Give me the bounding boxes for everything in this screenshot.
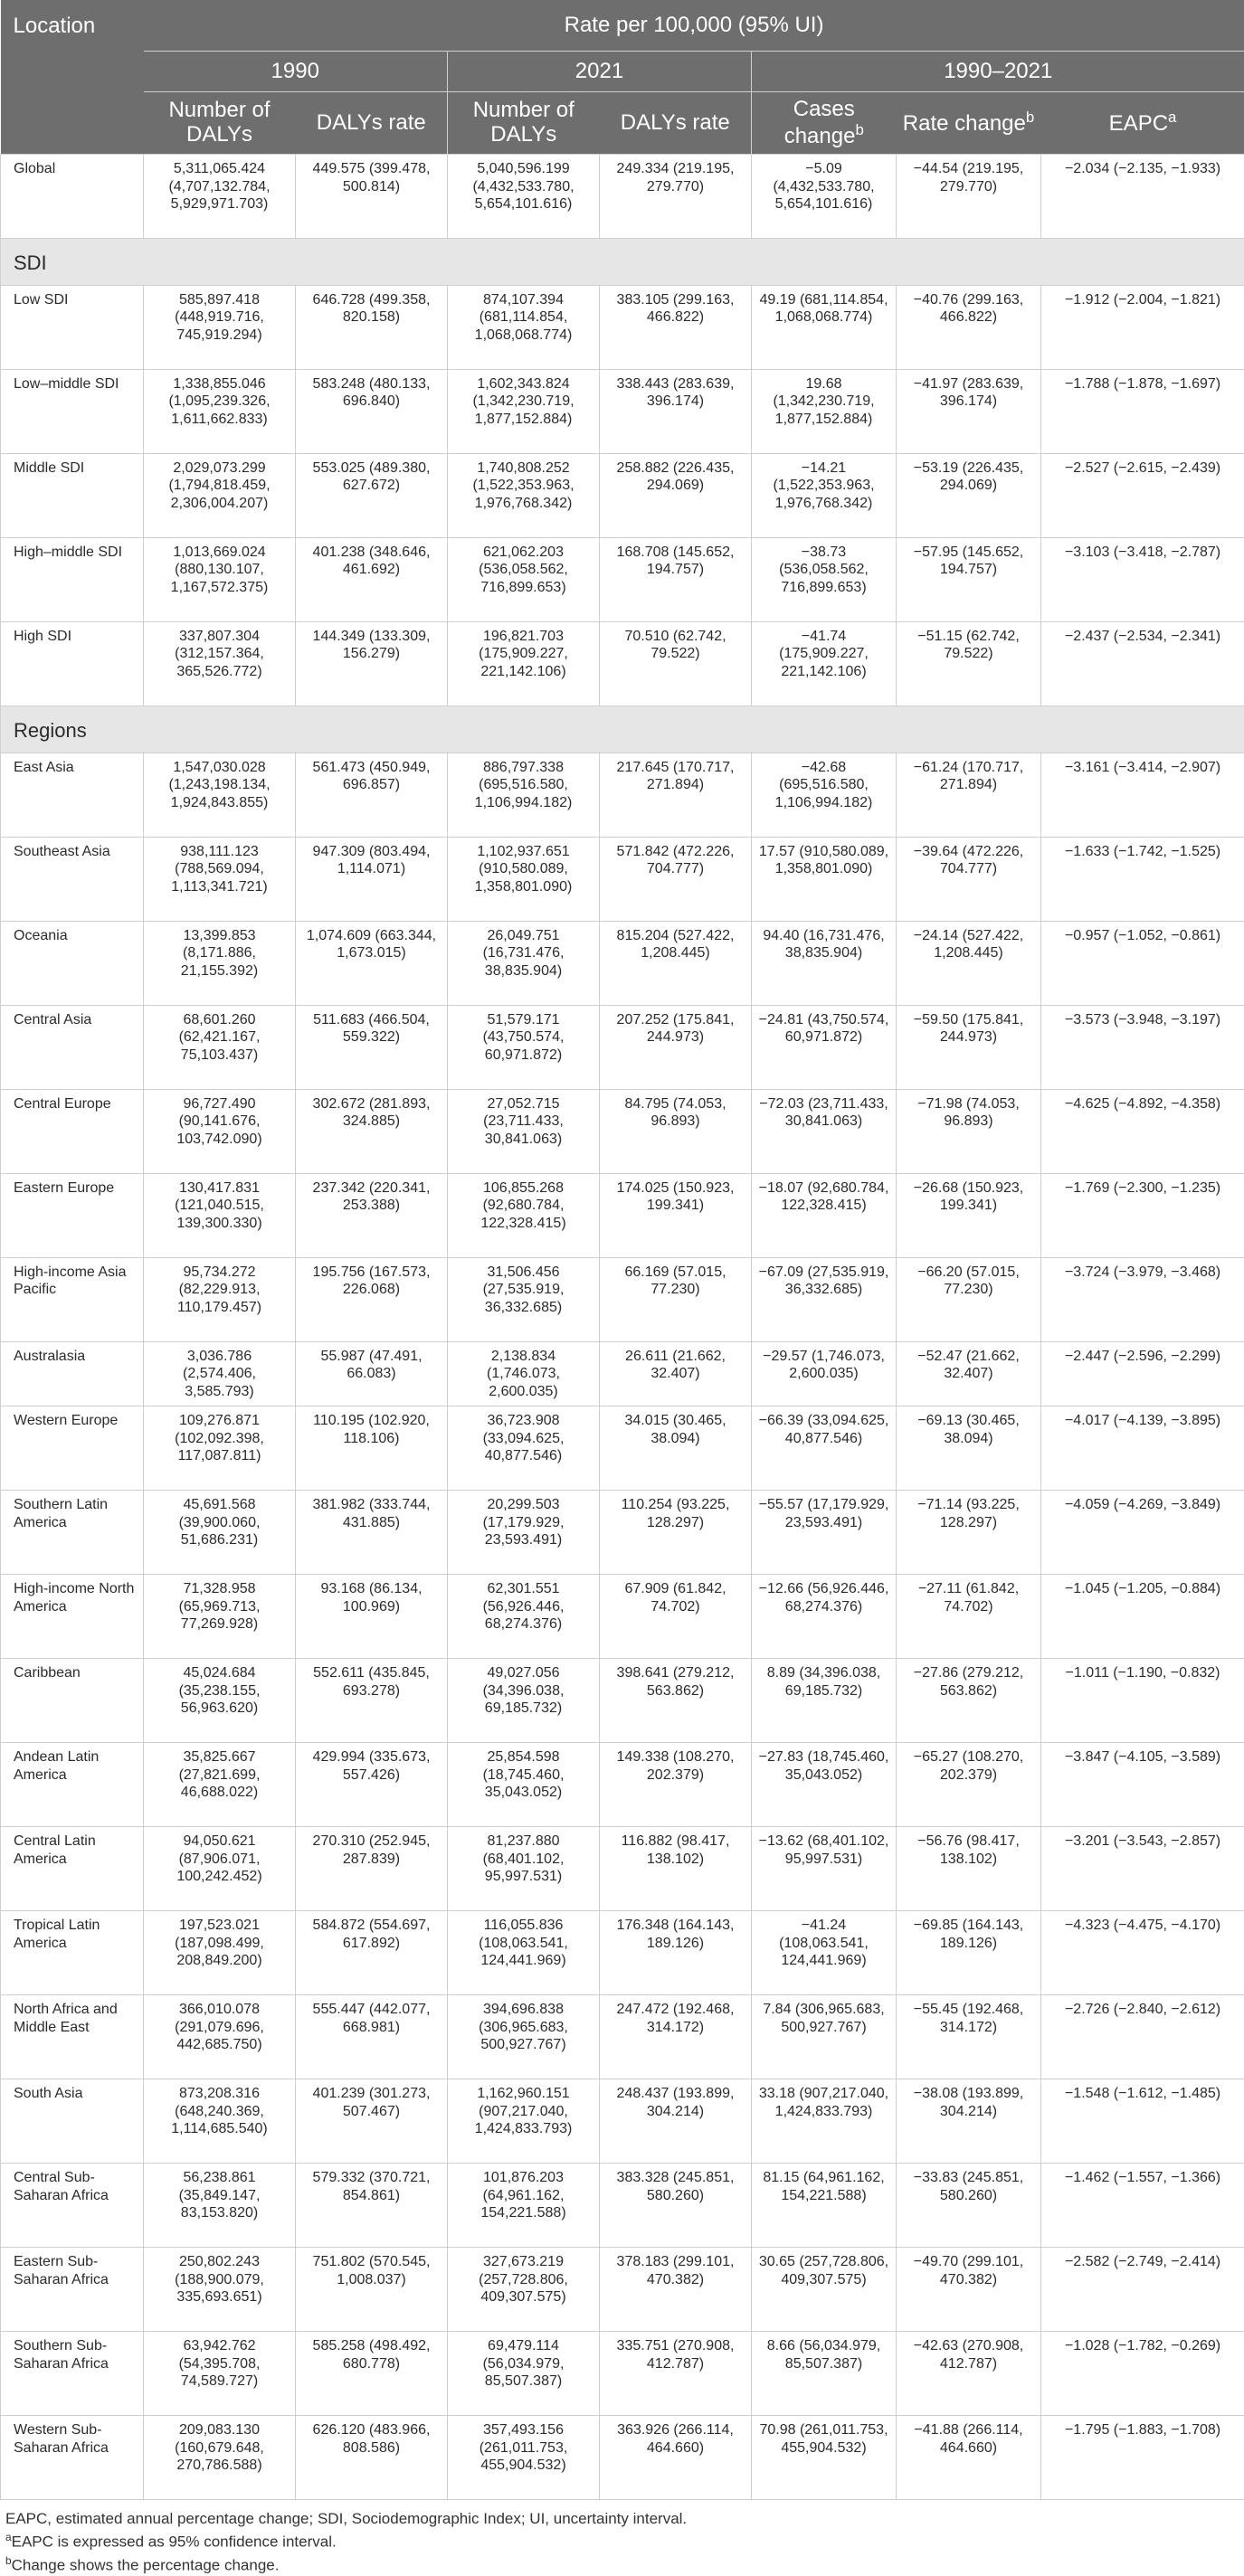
cell-eapc: −0.957 (−1.052, −0.861) xyxy=(1041,921,1244,1005)
cell-number-2021: 27,052.715 (23,711.433, 30,841.063) xyxy=(448,1089,600,1173)
location-header: Location xyxy=(1,0,144,155)
cell-rate-2021: 174.025 (150.923, 199.341) xyxy=(600,1173,752,1257)
abbreviations-note: EAPC, estimated annual percentage change; SDI, Sociodemographic Index; UI, uncertainty interval. xyxy=(5,2509,1239,2530)
cell-cases-change: −29.57 (1,746.073, 2,600.035) xyxy=(752,1341,897,1406)
table-row xyxy=(1,2332,1244,2416)
cell-eapc: −3.847 (−4.105, −3.589) xyxy=(1041,1743,1244,1827)
col-rate-2021: DALYs rate xyxy=(600,92,752,155)
cell-number-2021: 327,673.219 (257,728.806, 409,307.575) xyxy=(448,2248,600,2332)
cell-cases-change: −72.03 (23,711.433, 30,841.063) xyxy=(752,1089,897,1173)
cell-rate-change: −26.68 (150.923, 199.341) xyxy=(897,1173,1041,1257)
table-row xyxy=(1,1491,1244,1575)
col-rate-1990: DALYs rate xyxy=(296,92,448,155)
row-location: Caribbean xyxy=(1,1659,144,1743)
row-location: Southern Sub-Saharan Africa xyxy=(1,2332,144,2416)
cell-cases-change: 19.68 (1,342,230.719, 1,877,152.884) xyxy=(752,369,897,453)
table-row xyxy=(1,1743,1244,1827)
cell-number-1990: 585,897.418 (448,919.716, 745,919.294) xyxy=(144,285,296,369)
cell-number-2021: 886,797.338 (695,516.580, 1,106,994.182) xyxy=(448,753,600,837)
row-location: Australasia xyxy=(1,1341,144,1406)
cell-rate-1990: 561.473 (450.949, 696.857) xyxy=(296,753,448,837)
cell-number-1990: 45,691.568 (39,900.060, 51,686.231) xyxy=(144,1491,296,1575)
cell-rate-1990: 270.310 (252.945, 287.839) xyxy=(296,1827,448,1911)
cell-rate-2021: 67.909 (61.842, 74.702) xyxy=(600,1575,752,1659)
table-row xyxy=(1,1911,1244,1995)
cell-number-2021: 2,138.834 (1,746.073, 2,600.035) xyxy=(448,1341,600,1406)
col-rate-change: Rate change$^b$ xyxy=(897,92,1041,155)
cell-cases-change: 17.57 (910,580.089, 1,358,801.090) xyxy=(752,837,897,921)
cell-eapc: −3.573 (−3.948, −3.197) xyxy=(1041,1005,1244,1089)
table-row xyxy=(1,1575,1244,1659)
row-location: Southern Latin America xyxy=(1,1491,144,1575)
cell-rate-1990: 646.728 (499.358, 820.158) xyxy=(296,285,448,369)
cell-rate-change: −27.11 (61.842, 74.702) xyxy=(897,1575,1041,1659)
period-header: 1990–2021 xyxy=(752,52,1244,92)
cell-number-1990: 1,013,669.024 (880,130.107, 1,167,572.375) xyxy=(144,537,296,621)
cell-cases-change: −42.68 (695,516.580, 1,106,994.182) xyxy=(752,753,897,837)
cell-number-1990: 2,029,073.299 (1,794,818.459, 2,306,004.207) xyxy=(144,453,296,537)
region-rows xyxy=(1,753,1244,2500)
cell-rate-2021: 383.328 (245.851, 580.260) xyxy=(600,2164,752,2248)
cell-rate-2021: 258.882 (226.435, 294.069) xyxy=(600,453,752,537)
cell-number-2021: 36,723.908 (33,094.625, 40,877.546) xyxy=(448,1406,600,1491)
cell-rate-change: −51.15 (62.742, 79.522) xyxy=(897,621,1041,706)
table-row xyxy=(1,1341,1244,1406)
row-location: Oceania xyxy=(1,921,144,1005)
cell-eapc: −3.724 (−3.979, −3.468) xyxy=(1041,1257,1244,1341)
col-cases-change: Cases change$^b$ xyxy=(752,92,897,155)
footnote-b: $^b$Change shows the percentage change. xyxy=(5,2553,1239,2576)
cell-cases-change: −18.07 (92,680.784, 122,328.415) xyxy=(752,1173,897,1257)
table-row xyxy=(1,2248,1244,2332)
cell-cases-change: 8.66 (56,034.979, 85,507.387) xyxy=(752,2332,897,2416)
section-sdi xyxy=(1,239,1244,286)
cell-number-2021: 5,040,596.199 (4,432,533.780, 5,654,101.616) xyxy=(448,155,600,239)
table-row xyxy=(1,921,1244,1005)
table-row xyxy=(1,285,1244,369)
cell-rate-change: −33.83 (245.851, 580.260) xyxy=(897,2164,1041,2248)
row-location: Andean Latin America xyxy=(1,1743,144,1827)
cell-eapc: −2.437 (−2.534, −2.341) xyxy=(1041,621,1244,706)
cell-number-1990: 938,111.123 (788,569.094, 1,113,341.721) xyxy=(144,837,296,921)
cell-rate-change: −53.19 (226.435, 294.069) xyxy=(897,453,1041,537)
cell-rate-2021: 207.252 (175.841, 244.973) xyxy=(600,1005,752,1089)
cell-number-1990: 3,036.786 (2,574.406, 3,585.793) xyxy=(144,1341,296,1406)
row-location: High SDI xyxy=(1,621,144,706)
cell-rate-2021: 66.169 (57.015, 77.230) xyxy=(600,1257,752,1341)
cell-eapc: −2.726 (−2.840, −2.612) xyxy=(1041,1995,1244,2079)
cell-rate-change: −66.20 (57.015, 77.230) xyxy=(897,1257,1041,1341)
cell-number-2021: 69,479.114 (56,034.979, 85,507.387) xyxy=(448,2332,600,2416)
cell-rate-1990: 401.239 (301.273, 507.467) xyxy=(296,2079,448,2164)
table-header xyxy=(1,0,1244,155)
cell-rate-2021: 248.437 (193.899, 304.214) xyxy=(600,2079,752,2164)
cell-number-2021: 106,855.268 (92,680.784, 122,328.415) xyxy=(448,1173,600,1257)
cell-cases-change: −27.83 (18,745.460, 35,043.052) xyxy=(752,1743,897,1827)
cell-rate-change: −41.97 (283.639, 396.174) xyxy=(897,369,1041,453)
cell-rate-2021: 26.611 (21.662, 32.407) xyxy=(600,1341,752,1406)
cell-rate-change: −52.47 (21.662, 32.407) xyxy=(897,1341,1041,1406)
cell-rate-2021: 217.645 (170.717, 271.894) xyxy=(600,753,752,837)
cell-number-2021: 874,107.394 (681,114.854, 1,068,068.774) xyxy=(448,285,600,369)
cell-rate-2021: 116.882 (98.417, 138.102) xyxy=(600,1827,752,1911)
cell-rate-1990: 381.982 (333.744, 431.885) xyxy=(296,1491,448,1575)
cell-number-2021: 394,696.838 (306,965.683, 500,927.767) xyxy=(448,1995,600,2079)
cell-number-1990: 337,807.304 (312,157.364, 365,526.772) xyxy=(144,621,296,706)
cell-number-2021: 1,102,937.651 (910,580.089, 1,358,801.090) xyxy=(448,837,600,921)
cell-rate-2021: 70.510 (62.742, 79.522) xyxy=(600,621,752,706)
cell-rate-change: −61.24 (170.717, 271.894) xyxy=(897,753,1041,837)
cell-rate-2021: 176.348 (164.143, 189.126) xyxy=(600,1911,752,1995)
row-location: North Africa and Middle East xyxy=(1,1995,144,2079)
row-location: Central Europe xyxy=(1,1089,144,1173)
cell-cases-change: −38.73 (536,058.562, 716,899.653) xyxy=(752,537,897,621)
cell-rate-2021: 249.334 (219.195, 279.770) xyxy=(600,155,752,239)
cell-eapc: −3.161 (−3.414, −2.907) xyxy=(1041,753,1244,837)
cell-eapc: −1.795 (−1.883, −1.708) xyxy=(1041,2416,1244,2500)
cell-cases-change: 30.65 (257,728.806, 409,307.575) xyxy=(752,2248,897,2332)
table-row xyxy=(1,1406,1244,1491)
cell-cases-change: −66.39 (33,094.625, 40,877.546) xyxy=(752,1406,897,1491)
row-location: Eastern Sub-Saharan Africa xyxy=(1,2248,144,2332)
cell-number-1990: 96,727.490 (90,141.676, 103,742.090) xyxy=(144,1089,296,1173)
table-row xyxy=(1,453,1244,537)
cell-rate-change: −49.70 (299.101, 470.382) xyxy=(897,2248,1041,2332)
cell-cases-change: −14.21 (1,522,353.963, 1,976,768.342) xyxy=(752,453,897,537)
cell-number-1990: 209,083.130 (160,679.648, 270,786.588) xyxy=(144,2416,296,2500)
sdi-rows xyxy=(1,285,1244,706)
cell-eapc: −2.447 (−2.596, −2.299) xyxy=(1041,1341,1244,1406)
cell-rate-1990: 584.872 (554.697, 617.892) xyxy=(296,1911,448,1995)
cell-number-2021: 116,055.836 (108,063.541, 124,441.969) xyxy=(448,1911,600,1995)
row-location: Middle SDI xyxy=(1,453,144,537)
cell-eapc: −1.633 (−1.742, −1.525) xyxy=(1041,837,1244,921)
cell-number-1990: 94,050.621 (87,906.071, 100,242.452) xyxy=(144,1827,296,1911)
cell-rate-2021: 110.254 (93.225, 128.297) xyxy=(600,1491,752,1575)
table-row xyxy=(1,1173,1244,1257)
table-row xyxy=(1,837,1244,921)
cell-eapc: −4.625 (−4.892, −4.358) xyxy=(1041,1089,1244,1173)
row-location: Western Sub-Saharan Africa xyxy=(1,2416,144,2500)
cell-number-1990: 56,238.861 (35,849.147, 83,153.820) xyxy=(144,2164,296,2248)
cell-cases-change: −67.09 (27,535.919, 36,332.685) xyxy=(752,1257,897,1341)
row-location: Low SDI xyxy=(1,285,144,369)
cell-rate-change: −27.86 (279.212, 563.862) xyxy=(897,1659,1041,1743)
cell-number-1990: 250,802.243 (188,900.079, 335,693.651) xyxy=(144,2248,296,2332)
cell-rate-change: −39.64 (472.226, 704.777) xyxy=(897,837,1041,921)
cell-rate-1990: 55.987 (47.491, 66.083) xyxy=(296,1341,448,1406)
cell-cases-change: −12.66 (56,926.446, 68,274.376) xyxy=(752,1575,897,1659)
cell-rate-2021: 363.926 (266.114, 464.660) xyxy=(600,2416,752,2500)
cell-eapc: −2.034 (−2.135, −1.933) xyxy=(1041,155,1244,239)
cell-cases-change: −41.24 (108,063.541, 124,441.969) xyxy=(752,1911,897,1995)
cell-cases-change: 70.98 (261,011.753, 455,904.532) xyxy=(752,2416,897,2500)
cell-eapc: −1.462 (−1.557, −1.366) xyxy=(1041,2164,1244,2248)
cell-number-2021: 26,049.751 (16,731.476, 38,835.904) xyxy=(448,921,600,1005)
cell-rate-1990: 579.332 (370.721, 854.861) xyxy=(296,2164,448,2248)
cell-rate-2021: 34.015 (30.465, 38.094) xyxy=(600,1406,752,1491)
table-row xyxy=(1,1995,1244,2079)
cell-number-1990: 366,010.078 (291,079.696, 442,685.750) xyxy=(144,1995,296,2079)
table-footnotes xyxy=(0,2500,1244,2576)
table-row xyxy=(1,1005,1244,1089)
table-row xyxy=(1,621,1244,706)
cell-cases-change: 8.89 (34,396.038, 69,185.732) xyxy=(752,1659,897,1743)
col-number-2021: Number of DALYs xyxy=(448,92,600,155)
row-location: High–middle SDI xyxy=(1,537,144,621)
cell-number-2021: 196,821.703 (175,909.227, 221,142.106) xyxy=(448,621,600,706)
row-location: Central Sub-Saharan Africa xyxy=(1,2164,144,2248)
cell-rate-2021: 338.443 (283.639, 396.174) xyxy=(600,369,752,453)
row-location: Tropical Latin America xyxy=(1,1911,144,1995)
row-location: Eastern Europe xyxy=(1,1173,144,1257)
table-row xyxy=(1,2164,1244,2248)
table-row xyxy=(1,369,1244,453)
cell-rate-2021: 815.204 (527.422, 1,208.445) xyxy=(600,921,752,1005)
table-row xyxy=(1,1659,1244,1743)
cell-eapc: −4.323 (−4.475, −4.170) xyxy=(1041,1911,1244,1995)
cell-number-1990: 95,734.272 (82,229.913, 110,179.457) xyxy=(144,1257,296,1341)
cell-cases-change: −41.74 (175,909.227, 221,142.106) xyxy=(752,621,897,706)
table-body xyxy=(1,155,1244,286)
cell-number-1990: 35,825.667 (27,821.699, 46,688.022) xyxy=(144,1743,296,1827)
cell-cases-change: −55.57 (17,179.929, 23,593.491) xyxy=(752,1491,897,1575)
cell-number-1990: 109,276.871 (102,092.398, 117,087.811) xyxy=(144,1406,296,1491)
cell-eapc: −2.527 (−2.615, −2.439) xyxy=(1041,453,1244,537)
table-row xyxy=(1,2416,1244,2500)
row-location: Central Asia xyxy=(1,1005,144,1089)
cell-rate-1990: 626.120 (483.966, 808.586) xyxy=(296,2416,448,2500)
cell-number-1990: 68,601.260 (62,421.167, 75,103.437) xyxy=(144,1005,296,1089)
cell-number-2021: 1,162,960.151 (907,217.040, 1,424,833.793) xyxy=(448,2079,600,2164)
cell-rate-change: −38.08 (193.899, 304.214) xyxy=(897,2079,1041,2164)
cell-eapc: −1.028 (−1.782, −0.269) xyxy=(1041,2332,1244,2416)
cell-rate-change: −41.88 (266.114, 464.660) xyxy=(897,2416,1041,2500)
cell-rate-2021: 378.183 (299.101, 470.382) xyxy=(600,2248,752,2332)
cell-eapc: −1.769 (−2.300, −1.235) xyxy=(1041,1173,1244,1257)
rate-header: Rate per 100,000 (95% UI) xyxy=(144,0,1244,52)
row-location: High-income Asia Pacific xyxy=(1,1257,144,1341)
cell-number-1990: 45,024.684 (35,238.155, 56,963.620) xyxy=(144,1659,296,1743)
cell-rate-1990: 195.756 (167.573, 226.068) xyxy=(296,1257,448,1341)
cell-cases-change: 81.15 (64,961.162, 154,221.588) xyxy=(752,2164,897,2248)
cell-rate-1990: 947.309 (803.494, 1,114.071) xyxy=(296,837,448,921)
cell-rate-change: −59.50 (175.841, 244.973) xyxy=(897,1005,1041,1089)
section-title: SDI xyxy=(1,239,1244,286)
cell-rate-2021: 571.842 (472.226, 704.777) xyxy=(600,837,752,921)
cell-rate-1990: 1,074.609 (663.344, 1,673.015) xyxy=(296,921,448,1005)
cell-eapc: −1.912 (−2.004, −1.821) xyxy=(1041,285,1244,369)
table-row-global xyxy=(1,155,1244,239)
cell-rate-change: −57.95 (145.652, 194.757) xyxy=(897,537,1041,621)
row-location: East Asia xyxy=(1,753,144,837)
year-2021-header: 2021 xyxy=(448,52,752,92)
section-regions xyxy=(1,706,1244,753)
row-location: Western Europe xyxy=(1,1406,144,1491)
cell-eapc: −1.011 (−1.190, −0.832) xyxy=(1041,1659,1244,1743)
cell-rate-2021: 84.795 (74.053, 96.893) xyxy=(600,1089,752,1173)
cell-number-1990: 71,328.958 (65,969.713, 77,269.928) xyxy=(144,1575,296,1659)
cell-rate-1990: 302.672 (281.893, 324.885) xyxy=(296,1089,448,1173)
cell-rate-change: −40.76 (299.163, 466.822) xyxy=(897,285,1041,369)
cell-rate-1990: 401.238 (348.646, 461.692) xyxy=(296,537,448,621)
cell-rate-2021: 168.708 (145.652, 194.757) xyxy=(600,537,752,621)
cell-number-1990: 5,311,065.424 (4,707,132.784, 5,929,971.703) xyxy=(144,155,296,239)
cell-rate-1990: 555.447 (442.077, 668.981) xyxy=(296,1995,448,2079)
cell-rate-change: −42.63 (270.908, 412.787) xyxy=(897,2332,1041,2416)
cell-number-1990: 1,338,855.046 (1,095,239.326, 1,611,662.833) xyxy=(144,369,296,453)
cell-eapc: −2.582 (−2.749, −2.414) xyxy=(1041,2248,1244,2332)
table-row xyxy=(1,2079,1244,2164)
cell-rate-1990: 553.025 (489.380, 627.672) xyxy=(296,453,448,537)
cell-rate-change: −65.27 (108.270, 202.379) xyxy=(897,1743,1041,1827)
row-location: Global xyxy=(1,155,144,239)
cell-rate-change: −69.13 (30.465, 38.094) xyxy=(897,1406,1041,1491)
cell-rate-1990: 237.342 (220.341, 253.388) xyxy=(296,1173,448,1257)
table-row xyxy=(1,537,1244,621)
cell-eapc: −3.201 (−3.543, −2.857) xyxy=(1041,1827,1244,1911)
row-location: Low–middle SDI xyxy=(1,369,144,453)
cell-rate-1990: 429.994 (335.673, 557.426) xyxy=(296,1743,448,1827)
cell-number-2021: 25,854.598 (18,745.460, 35,043.052) xyxy=(448,1743,600,1827)
cell-rate-change: −71.98 (74.053, 96.893) xyxy=(897,1089,1041,1173)
cell-cases-change: 49.19 (681,114.854, 1,068,068.774) xyxy=(752,285,897,369)
cell-number-2021: 1,602,343.824 (1,342,230.719, 1,877,152.884) xyxy=(448,369,600,453)
row-location: South Asia xyxy=(1,2079,144,2164)
cell-number-1990: 130,417.831 (121,040.515, 139,300.330) xyxy=(144,1173,296,1257)
cell-cases-change: 33.18 (907,217.040, 1,424,833.793) xyxy=(752,2079,897,2164)
cell-rate-change: −56.76 (98.417, 138.102) xyxy=(897,1827,1041,1911)
cell-eapc: −4.017 (−4.139, −3.895) xyxy=(1041,1406,1244,1491)
cell-rate-change: −24.14 (527.422, 1,208.445) xyxy=(897,921,1041,1005)
table-row xyxy=(1,753,1244,837)
cell-eapc: −4.059 (−4.269, −3.849) xyxy=(1041,1491,1244,1575)
cell-cases-change: 94.40 (16,731.476, 38,835.904) xyxy=(752,921,897,1005)
cell-rate-1990: 144.349 (133.309, 156.279) xyxy=(296,621,448,706)
cell-rate-2021: 149.338 (108.270, 202.379) xyxy=(600,1743,752,1827)
col-eapc: EAPC$^a$ xyxy=(1041,92,1244,155)
cell-number-2021: 81,237.880 (68,401.102, 95,997.531) xyxy=(448,1827,600,1911)
cell-rate-2021: 335.751 (270.908, 412.787) xyxy=(600,2332,752,2416)
cell-rate-2021: 247.472 (192.468, 314.172) xyxy=(600,1995,752,2079)
cell-cases-change: −13.62 (68,401.102, 95,997.531) xyxy=(752,1827,897,1911)
year-1990-header: 1990 xyxy=(144,52,448,92)
cell-rate-1990: 93.168 (86.134, 100.969) xyxy=(296,1575,448,1659)
cell-number-2021: 49,027.056 (34,396.038, 69,185.732) xyxy=(448,1659,600,1743)
cell-number-1990: 873,208.316 (648,240.369, 1,114,685.540) xyxy=(144,2079,296,2164)
cell-rate-change: −55.45 (192.468, 314.172) xyxy=(897,1995,1041,2079)
cell-rate-1990: 751.802 (570.545, 1,008.037) xyxy=(296,2248,448,2332)
cell-number-2021: 357,493.156 (261,011.753, 455,904.532) xyxy=(448,2416,600,2500)
cell-rate-2021: 398.641 (279.212, 563.862) xyxy=(600,1659,752,1743)
cell-number-2021: 51,579.171 (43,750.574, 60,971.872) xyxy=(448,1005,600,1089)
cell-rate-change: −71.14 (93.225, 128.297) xyxy=(897,1491,1041,1575)
cell-cases-change: −24.81 (43,750.574, 60,971.872) xyxy=(752,1005,897,1089)
cell-eapc: −1.045 (−1.205, −0.884) xyxy=(1041,1575,1244,1659)
regions-section xyxy=(1,706,1244,753)
footnote-a: $^a$EAPC is expressed as 95% confidence interval. xyxy=(5,2530,1239,2553)
cell-number-1990: 13,399.853 (8,171.886, 21,155.392) xyxy=(144,921,296,1005)
cell-number-1990: 197,523.021 (187,098.499, 208,849.200) xyxy=(144,1911,296,1995)
cell-number-2021: 101,876.203 (64,961.162, 154,221.588) xyxy=(448,2164,600,2248)
cell-rate-change: −44.54 (219.195, 279.770) xyxy=(897,155,1041,239)
cell-eapc: −1.788 (−1.878, −1.697) xyxy=(1041,369,1244,453)
row-location: Central Latin America xyxy=(1,1827,144,1911)
cell-rate-1990: 583.248 (480.133, 696.840) xyxy=(296,369,448,453)
cell-number-1990: 63,942.762 (54,395.708, 74,589.727) xyxy=(144,2332,296,2416)
table-row xyxy=(1,1089,1244,1173)
cell-number-2021: 1,740,808.252 (1,522,353.963, 1,976,768.342) xyxy=(448,453,600,537)
cell-number-2021: 621,062.203 (536,058.562, 716,899.653) xyxy=(448,537,600,621)
cell-number-2021: 20,299.503 (17,179.929, 23,593.491) xyxy=(448,1491,600,1575)
cell-rate-1990: 110.195 (102.920, 118.106) xyxy=(296,1406,448,1491)
table-row xyxy=(1,1827,1244,1911)
cell-number-2021: 62,301.551 (56,926.446, 68,274.376) xyxy=(448,1575,600,1659)
cell-eapc: −1.548 (−1.612, −1.485) xyxy=(1041,2079,1244,2164)
cell-rate-2021: 383.105 (299.163, 466.822) xyxy=(600,285,752,369)
cell-rate-1990: 449.575 (399.478, 500.814) xyxy=(296,155,448,239)
cell-number-2021: 31,506.456 (27,535.919, 36,332.685) xyxy=(448,1257,600,1341)
table-row xyxy=(1,1257,1244,1341)
cell-cases-change: 7.84 (306,965.683, 500,927.767) xyxy=(752,1995,897,2079)
section-title: Regions xyxy=(1,706,1244,753)
cell-rate-change: −69.85 (164.143, 189.126) xyxy=(897,1911,1041,1995)
col-number-1990: Number of DALYs xyxy=(144,92,296,155)
cell-rate-1990: 511.683 (466.504, 559.322) xyxy=(296,1005,448,1089)
cell-rate-1990: 552.611 (435.845, 693.278) xyxy=(296,1659,448,1743)
cell-cases-change: −5.09 (4,432,533.780, 5,654,101.616) xyxy=(752,155,897,239)
cell-rate-1990: 585.258 (498.492, 680.778) xyxy=(296,2332,448,2416)
cell-number-1990: 1,547,030.028 (1,243,198.134, 1,924,843.855) xyxy=(144,753,296,837)
row-location: High-income North America xyxy=(1,1575,144,1659)
row-location: Southeast Asia xyxy=(1,837,144,921)
cell-eapc: −3.103 (−3.418, −2.787) xyxy=(1041,537,1244,621)
